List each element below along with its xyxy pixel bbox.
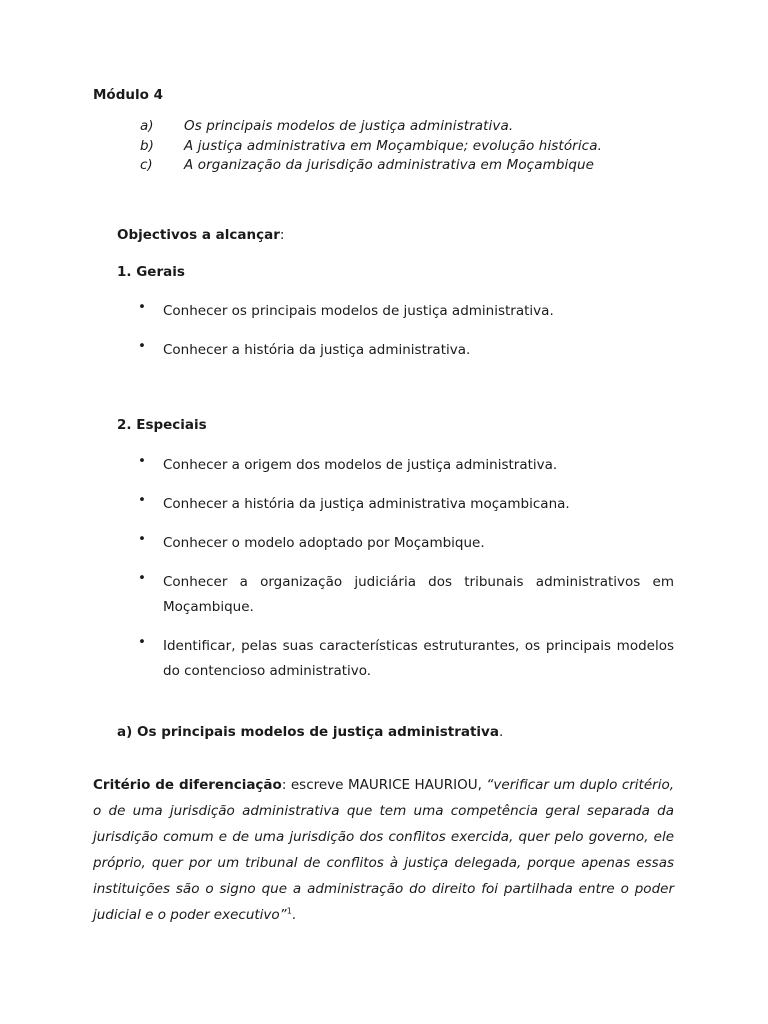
special-objective-text: Conhecer a origem dos modelos de justiça administrativa. bbox=[163, 457, 558, 473]
topic-letter: b) bbox=[140, 138, 154, 154]
topic-item bbox=[140, 118, 513, 138]
special-objective-item bbox=[138, 492, 674, 517]
topic-item bbox=[140, 157, 594, 177]
special-objective-item bbox=[138, 570, 674, 620]
special-objective-text: Identificar, pelas suas características estruturantes, os principais modelos do contencioso administrativo. bbox=[163, 638, 674, 679]
topic-text: A organização da jurisdição administrativa em Moçambique bbox=[184, 157, 595, 173]
special-objective-text: Conhecer a organização judiciária dos tribunais administrativos em Moçambique. bbox=[163, 574, 674, 615]
general-objectives-heading: 1. Gerais bbox=[117, 264, 185, 280]
special-objective-item bbox=[138, 453, 674, 478]
special-objective-item bbox=[138, 634, 674, 684]
module-title: Módulo 4 bbox=[93, 87, 163, 103]
footnote-marker[interactable]: 1 bbox=[286, 906, 292, 916]
objectives-heading bbox=[117, 227, 284, 243]
criteria-paragraph bbox=[93, 772, 674, 928]
criteria-label: Critério de diferenciação bbox=[93, 777, 282, 793]
special-objective-item bbox=[138, 531, 674, 556]
bullet-icon: • bbox=[138, 338, 146, 354]
bullet-icon: • bbox=[138, 531, 146, 547]
general-objective-text: Conhecer a história da justiça administrativa. bbox=[163, 342, 471, 358]
topic-item bbox=[140, 138, 602, 158]
bullet-icon: • bbox=[138, 492, 146, 508]
bullet-icon: • bbox=[138, 299, 146, 315]
section-a-heading bbox=[117, 724, 503, 740]
general-objective-item bbox=[138, 299, 674, 324]
special-objectives-heading: 2. Especiais bbox=[117, 417, 207, 433]
topic-text: A justiça administrativa em Moçambique; evolução histórica. bbox=[184, 138, 602, 154]
criteria-quote: “verificar um duplo critério, o de uma jurisdição administrativa que tem uma competência geral separada da jurisdição comum e de uma jurisdição dos conflitos exercida, quer pelo governo, ele próprio, quer por um tribunal de conflitos à justiça delegada, porque apenas essas instituições são o signo que a administração do direito foi partilhada entre o poder judicial e o poder executivo” bbox=[93, 777, 674, 923]
special-objective-text: Conhecer a história da justiça administrativa moçambicana. bbox=[163, 496, 570, 512]
section-a-heading-text: a) Os principais modelos de justiça administrativa bbox=[117, 724, 499, 740]
objectives-heading-text: Objectivos a alcançar bbox=[117, 227, 280, 243]
topic-letter: c) bbox=[140, 157, 153, 173]
section-a-heading-period: . bbox=[498, 724, 504, 740]
general-objective-text: Conhecer os principais modelos de justiça administrativa. bbox=[163, 303, 554, 319]
objectives-heading-colon: : bbox=[279, 227, 285, 243]
criteria-end: . bbox=[291, 907, 297, 923]
general-objective-item bbox=[138, 338, 674, 363]
criteria-intro: escreve MAURICE HAURIOU, bbox=[286, 777, 487, 793]
criteria-label-colon: : bbox=[281, 777, 287, 793]
bullet-icon: • bbox=[138, 634, 146, 650]
bullet-icon: • bbox=[138, 453, 146, 469]
special-objective-text: Conhecer o modelo adoptado por Moçambique. bbox=[163, 535, 485, 551]
bullet-icon: • bbox=[138, 570, 146, 586]
topic-text: Os principais modelos de justiça administrativa. bbox=[184, 118, 514, 134]
topic-letter: a) bbox=[140, 118, 154, 134]
